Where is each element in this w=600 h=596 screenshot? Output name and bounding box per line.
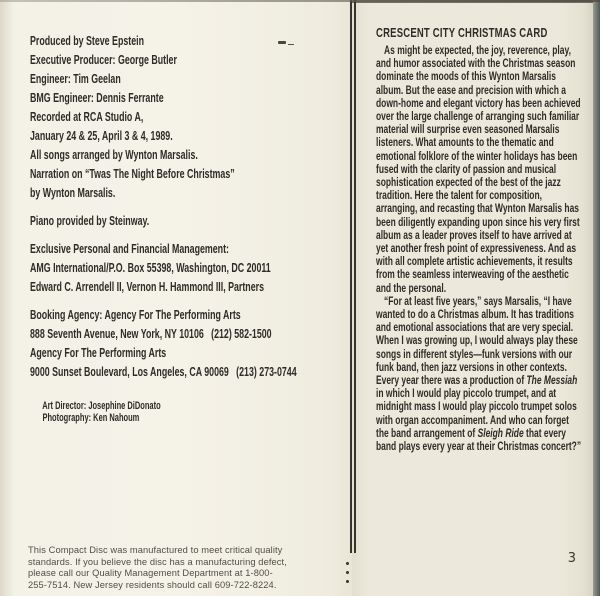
page-number: 3 (567, 551, 576, 566)
binding-dot (346, 562, 349, 565)
page-fold-rule (350, 0, 356, 553)
right-page (352, 0, 600, 596)
credit-line: AMG International/P.O. Box 55398, Washington, DC 20011 (30, 260, 271, 275)
credit-line: Narration on “Twas The Night Before Christmas” (30, 166, 235, 181)
essay-title: CRESCENT CITY CHRISTMAS CARD (376, 25, 548, 40)
credit-block (30, 211, 343, 230)
essay-body (376, 44, 582, 453)
credit-block (30, 239, 343, 296)
credit-line: 9000 Sunset Boulevard, Los Angeles, CA 90069 (213) 273-0744 (30, 364, 297, 379)
credit-line: Produced by Steve Epstein (30, 33, 144, 48)
credit-line: Recorded at RCA Studio A, (30, 109, 144, 124)
staff-credits (30, 388, 343, 436)
credit-line: Booking Agency: Agency For The Performing Arts (30, 307, 241, 322)
body-text: that every band plays every year at their Christmas concert?” (376, 426, 582, 454)
essay-paragraph (376, 295, 582, 453)
italic-title-text: Sleigh Ride (477, 426, 524, 440)
page-edge (593, 0, 600, 596)
print-smudge (278, 41, 286, 44)
credit-line: by Wynton Marsalis. (30, 185, 116, 200)
body-text: “For at least five years,” says Marsalis, “I have wanted to do a Christmas album. It has traditions and emotional associations that are very special. When I was growing up, I would always play these songs in different styles—funk versions with our funk band, then jazz versions in other contexts. Every year there was a production of (376, 294, 578, 388)
credit-block (30, 31, 343, 202)
credits-list (30, 31, 343, 390)
italic-title-text: The Messiah (526, 374, 578, 388)
credit-line: BMG Engineer: Dennis Ferrante (30, 90, 164, 105)
body-text: As might be expected, the joy, reverence, play, and humor associated with the Christmas season dominate the moods of this Wynton Marsalis album. But the ease and precision with which a down-home and elegant victory has been achieved over the large challenge of arranging such familiar material will surprise even seasoned Marsalis listeners. What amounts to the thematic and emotional folklore of the winter holidays has been fused with the clarity of passion and musical sophistication expected of the best of the jazz tradition. Here the talent for composition, arranging, and recasting that Wynton Marsalis has been diligently expanding upon since his very first album as a leader proves itself to have arrived at yet another fresh point of expressiveness. And as with all complete artistic achievements, it results from the seamless interweaving of the aesthetic and the personal. (376, 44, 581, 295)
credit-line: All songs arranged by Wynton Marsalis. (30, 147, 198, 162)
credit-line: 888 Seventh Avenue, New York, NY 10106 (212) 582-1500 (30, 326, 272, 341)
binding-dot (346, 571, 349, 574)
photography-credit: Photography: Ken Nahoum (42, 412, 140, 424)
credit-line: Edward C. Arrendell II, Vernon H. Hammond III, Partners (30, 279, 264, 294)
credit-line: January 24 & 25, April 3 & 4, 1989. (30, 128, 173, 143)
credit-line: Agency For The Performing Arts (30, 345, 167, 360)
body-text: in which I would play piccolo trumpet, and at midnight mass I would play piccolo trumpet solos with organ accompaniment. And who can forget the band arrangement of (376, 387, 577, 440)
essay-paragraph (376, 44, 582, 295)
quality-notice: This Compact Disc was manufactured to meet critical quality standards. If you believe the disc has a manufacturing defect, please call our Quality Management Department at 1-800-255-7514. New Jersey residents should call 609-722-8224. (28, 545, 287, 590)
binding-dot (346, 580, 349, 583)
credit-line: Exclusive Personal and Financial Management: (30, 241, 229, 256)
binding-dots (346, 562, 349, 589)
credit-line: Engineer: Tim Geelan (30, 71, 121, 86)
art-director-credit: Art Director: Josephine DiDonato (42, 400, 161, 412)
credit-line: Piano provided by Steinway. (30, 213, 150, 228)
credit-block (30, 305, 343, 381)
credit-line: Executive Producer: George Butler (30, 52, 177, 67)
